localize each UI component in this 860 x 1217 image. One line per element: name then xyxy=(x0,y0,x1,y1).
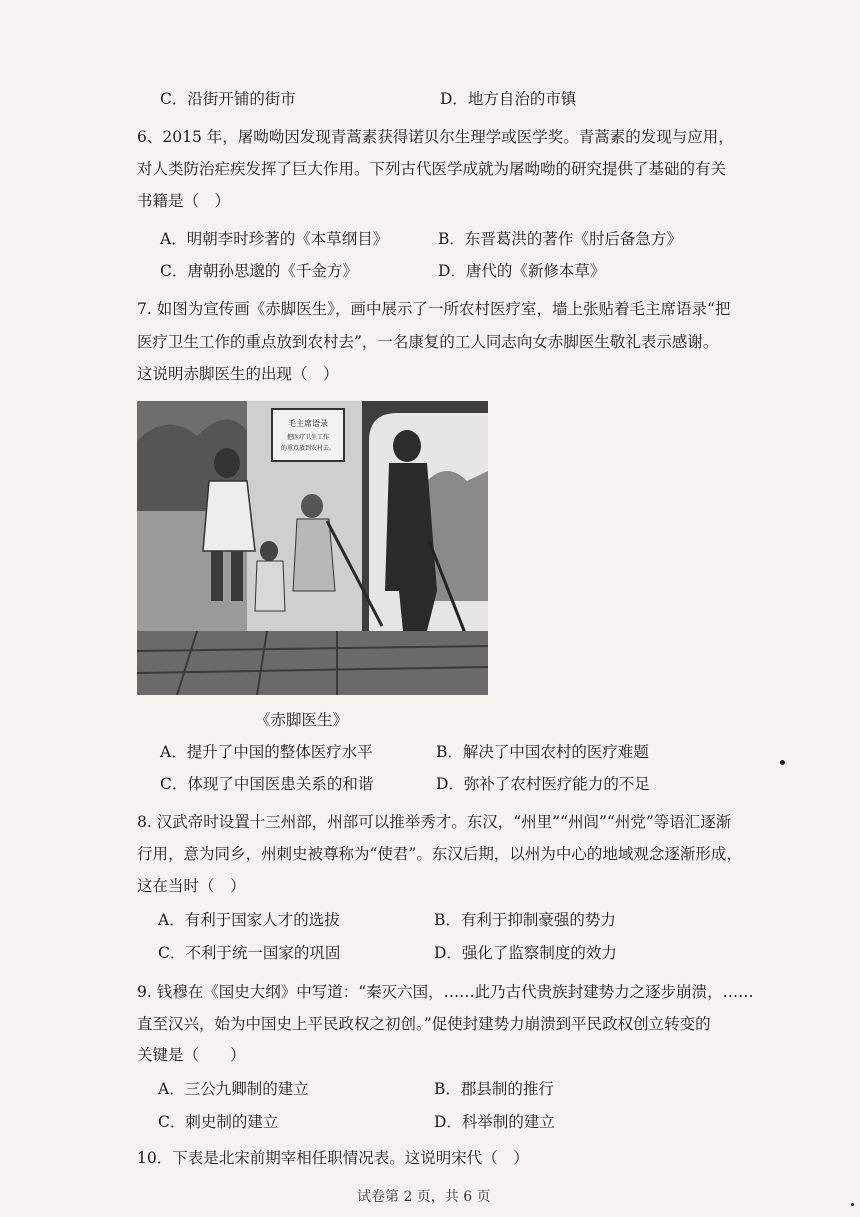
q8-stem-line-2: 行用，意为同乡，州刺史被尊称为“使君”。东汉后期，以州为中心的地域观念逐渐形成， xyxy=(137,845,742,863)
q8-option-c: C．不利于统一国家的巩固 xyxy=(158,944,341,962)
q6-option-a: A．明朝李时珍著的《本草纲目》 xyxy=(160,230,389,248)
q6-stem-line-1: 6、2015 年，屠呦呦因发现青蒿素获得诺贝尔生理学或医学奖。青蒿素的发现与应用， xyxy=(137,128,734,146)
q9-option-d: D．科举制的建立 xyxy=(434,1113,555,1131)
q5-option-d: D．地方自治的市镇 xyxy=(440,90,577,108)
scan-speck xyxy=(780,760,785,765)
q9-stem-line-1: 9. 钱穆在《国史大纲》中写道：“秦灭六国，……此乃古代贵族封建势力之逐步崩溃，…… xyxy=(137,983,754,1001)
q7-option-d: D．弥补了农村医疗能力的不足 xyxy=(436,775,650,793)
q9-option-b: B．郡县制的推行 xyxy=(434,1080,554,1098)
q7-stem-line-3: 这说明赤脚医生的出现（ ） xyxy=(137,365,339,383)
poster-text-3: 的重点放到农村去。 xyxy=(280,445,336,452)
q6-stem-line-2: 对人类防治疟疾发挥了巨大作用。下列古代医学成就为屠呦呦的研究提供了基础的有关 xyxy=(137,160,727,178)
q9-stem-line-3: 关键是（ ） xyxy=(137,1046,246,1064)
figure-caption: 《赤脚医生》 xyxy=(255,711,349,729)
q5-option-c: C．沿街开铺的街市 xyxy=(160,90,296,108)
q7-option-c: C．体现了中国医患关系的和谐 xyxy=(160,775,374,793)
q8-option-b: B．有利于抑制豪强的势力 xyxy=(434,911,616,929)
q6-option-b: B．东晋葛洪的著作《肘后备急方》 xyxy=(438,230,682,248)
q10-stem: 10．下表是北宋前期宰相任职情况表。这说明宋代（ ） xyxy=(137,1149,529,1167)
q7-stem-line-2: 医疗卫生工作的重点放到农村去”，一名康复的工人同志向女赤脚医生敬礼表示感谢。 xyxy=(137,333,719,351)
q7-option-a: A．提升了中国的整体医疗水平 xyxy=(160,743,373,761)
q6-option-c: C．唐朝孙思邈的《千金方》 xyxy=(160,262,358,280)
q8-option-a: A．有利于国家人才的选拔 xyxy=(158,911,340,929)
q7-option-b: B．解决了中国农村的医疗难题 xyxy=(436,743,649,761)
q8-option-d: D．强化了监察制度的效力 xyxy=(434,944,617,962)
poster-text-2: 把医疗卫生工作 xyxy=(286,434,330,441)
poster-text-1: 毛主席语录 xyxy=(288,419,328,428)
q9-option-c: C．刺史制的建立 xyxy=(158,1113,279,1131)
q6-option-d: D．唐代的《新修本草》 xyxy=(438,262,606,280)
barefoot-doctor-poster-image xyxy=(137,401,488,695)
q8-stem-line-1: 8. 汉武帝时设置十三州部，州部可以推举秀才。东汉，“州里”“州闾”“州党”等语汇逐渐 xyxy=(137,813,732,831)
page-footer: 试卷第 2 页，共 6 页 xyxy=(357,1189,491,1205)
q6-stem-line-3: 书籍是（ ） xyxy=(137,192,231,210)
q7-stem-line-1: 7. 如图为宣传画《赤脚医生》，画中展示了一所农村医疗室，墙上张贴着毛主席语录“把 xyxy=(137,300,731,318)
q8-stem-line-3: 这在当时（ ） xyxy=(137,877,246,895)
scan-speck xyxy=(851,1203,854,1206)
q9-stem-line-2: 直至汉兴，始为中国史上平民政权之初创。”促使封建势力崩溃到平民政权创立转变的 xyxy=(137,1015,711,1033)
q9-option-a: A．三公九卿制的建立 xyxy=(158,1080,309,1098)
